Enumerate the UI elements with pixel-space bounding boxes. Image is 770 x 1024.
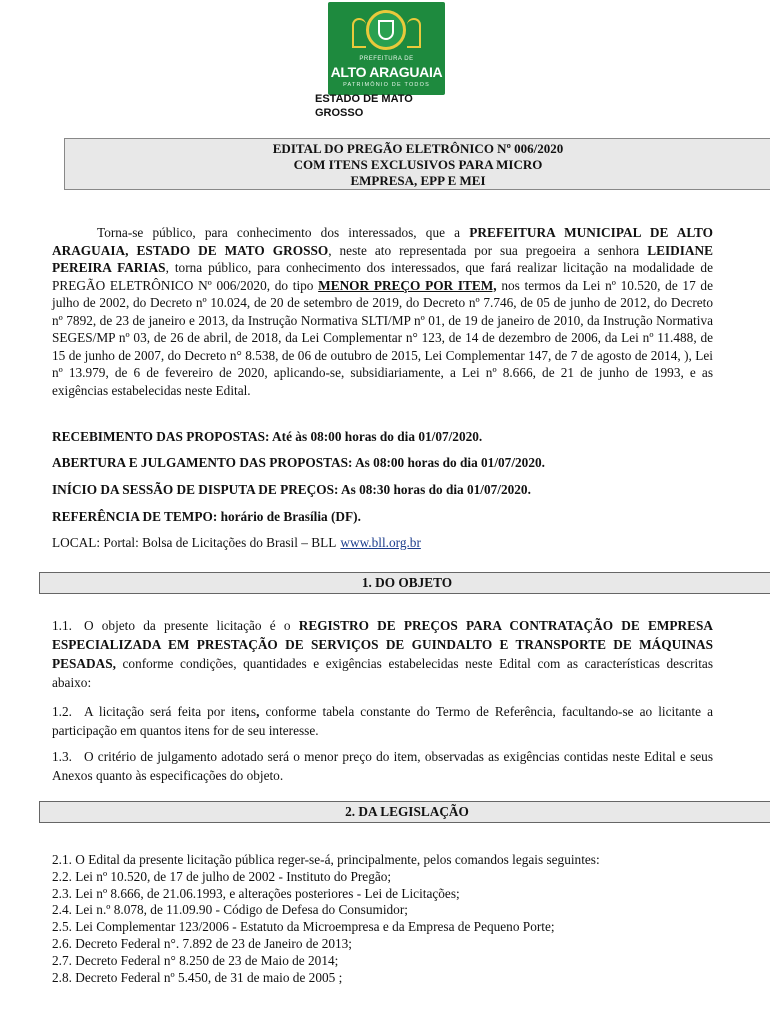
logo-wing-left xyxy=(352,18,366,48)
state-line-1: ESTADO DE MATO xyxy=(315,93,413,105)
coat-of-arms-icon xyxy=(366,10,406,50)
bll-link[interactable]: www.bll.org.br xyxy=(340,535,421,550)
edital-title-line-1: EDITAL DO PREGÃO ELETRÔNICO Nº 006/2020 xyxy=(272,141,564,156)
list-item: 2.5. Lei Complementar 123/2006 - Estatuto da Microempresa e da Empresa de Pequeno Porte; xyxy=(52,919,555,935)
paragraph-number: 1.2. xyxy=(52,704,72,719)
schedule-abertura: ABERTURA E JULGAMENTO DAS PROPOSTAS: As 08:00 horas do dia 01/07/2020. xyxy=(52,455,545,470)
objeto-paragraph-1-2 xyxy=(52,702,713,740)
schedule-recebimento: RECEBIMENTO DAS PROPOSTAS: Até às 08:00 horas do dia 01/07/2020. xyxy=(52,429,483,444)
list-item: 2.2. Lei nº 10.520, de 17 de julho de 2002 - Instituto do Pregão; xyxy=(52,868,392,884)
schedule-referencia: REFERÊNCIA DE TEMPO: horário de Brasília (DF). xyxy=(52,509,361,524)
list-item: 2.3. Lei nº 8.666, de 21.06.1993, e alterações posteriores - Lei de Licitações; xyxy=(52,885,460,901)
logo-wing-right xyxy=(407,18,421,48)
intro-underlined-tipo: MENOR PREÇO POR ITEM, xyxy=(318,277,497,293)
section-1-heading: 1. DO OBJETO xyxy=(39,572,770,594)
intro-paragraph xyxy=(52,224,713,399)
itens-bold-comma: , xyxy=(256,704,260,719)
intro-bold-pregoeira: LEIDIANE PEREIRA FARIAS xyxy=(52,242,713,275)
objeto-paragraph-1-3 xyxy=(52,747,713,785)
list-item: 2.4. Lei n.º 8.078, de 11.09.90 - Código de Defesa do Consumidor; xyxy=(52,902,408,918)
local-label: LOCAL: Portal: Bolsa de Licitações do Brasil – BLL xyxy=(52,535,337,550)
edital-title-line-2: COM ITENS EXCLUSIVOS PARA MICRO xyxy=(293,157,543,172)
intro-text-3: , torna público, para conhecimento dos interessados, que fará realizar licitação na modalidade de PREGÃO ELETRÔNICO Nº 006/2020, do tipo xyxy=(52,260,713,293)
state-label xyxy=(315,92,455,120)
itens-text-1: A licitação será feita por itens xyxy=(83,704,257,719)
list-item: 2.7. Decreto Federal n° 8.250 de 23 de Maio de 2014; xyxy=(52,952,339,968)
logo-city-text: ALTO ARAGUAIA xyxy=(330,64,443,80)
paragraph-number: 1.3. xyxy=(52,749,72,764)
intro-text-2: , neste ato representada por sua pregoeira a senhora xyxy=(328,242,648,258)
objeto-bold: REGISTRO DE PREÇOS PARA CONTRATAÇÃO DE EMPRESA ESPECIALIZADA EM PRESTAÇÃO DE SERVIÇOS DE GUINDALTO E TRANSPORTE DE MÁQUINAS PESADAS, xyxy=(52,618,713,671)
objeto-text-2: conforme condições, quantidades e exigências estabelecidas neste Edital com as características descritas abaixo: xyxy=(52,656,713,690)
objeto-paragraph-1-1 xyxy=(52,616,713,692)
list-item: 2.1. O Edital da presente licitação pública reger-se-á, principalmente, pelos comandos legais seguintes: xyxy=(52,852,600,867)
logo-prefeitura-text: PREFEITURA DE xyxy=(359,56,414,62)
prefeitura-logo xyxy=(328,2,445,95)
intro-bold-prefeitura: PREFEITURA MUNICIPAL DE ALTO ARAGUAIA, ESTADO DE MATO GROSSO xyxy=(52,225,714,258)
edital-title-line-3: EMPRESA, EPP E MEI xyxy=(350,173,486,188)
state-line-2: GROSSO xyxy=(315,107,364,119)
schedule-local xyxy=(52,534,752,551)
section-2-heading: 2. DA LEGISLAÇÃO xyxy=(39,801,770,823)
objeto-text-1: O objeto da presente licitação é o xyxy=(83,618,299,633)
itens-text-2: conforme tabela constante do Termo de Referência, facultando-se ao licitante a participação em quantos itens for de seu interesse. xyxy=(52,704,714,738)
edital-title-box xyxy=(64,138,770,190)
schedule-inicio: INÍCIO DA SESSÃO DE DISPUTA DE PREÇOS: As 08:30 horas do dia 01/07/2020. xyxy=(52,482,531,497)
intro-text-1: Torna-se público, para conhecimento dos interessados, que a xyxy=(97,225,470,240)
intro-text-4: nos termos da Lei nº 10.520, de 17 de julho de 2002, do Decreto nº 10.024, de 20 de setembro de 2019, do Decreto nº 7.746, de 05 de junho de 2012, do Decreto nº 7892, de 23 de janeiro e 2013, da Instrução Normativa SLTI/MP nº 01, de 19 de janeiro de 2010, da Instrução Normativa SEGES/MP nº 03, de 26 de abril, de 2018, da Lei Complementar n° 123, de 14 de dezembro de 2006, da Lei nº 11.488, de 15 de junho de 2007, do Decreto n° 8.538, de 06 de outubro de 2015, Lei Complementar 147, de 7 de agosto de 2014, ), Lei nº 13.979, de 6 de fevereiro de 2020, aplicando-se, subsidiariamente, a Lei nº 8.666, de 21 de junho de 1993, e as exigências estabelecidas neste Edital. xyxy=(52,277,713,398)
criterio-text: O critério de julgamento adotado será o menor preço do item, observadas as exigências contidas neste Edital e seus Anexos quanto às especificações do objeto. xyxy=(52,749,713,783)
paragraph-number: 1.1. xyxy=(52,618,72,633)
list-item: 2.6. Decreto Federal n°. 7.892 de 23 de Janeiro de 2013; xyxy=(52,935,352,951)
list-item: 2.8. Decreto Federal nº 5.450, de 31 de maio de 2005 ; xyxy=(52,969,343,985)
legislation-list xyxy=(52,852,752,986)
logo-motto-text: PATRIMÔNIO DE TODOS xyxy=(343,82,430,88)
